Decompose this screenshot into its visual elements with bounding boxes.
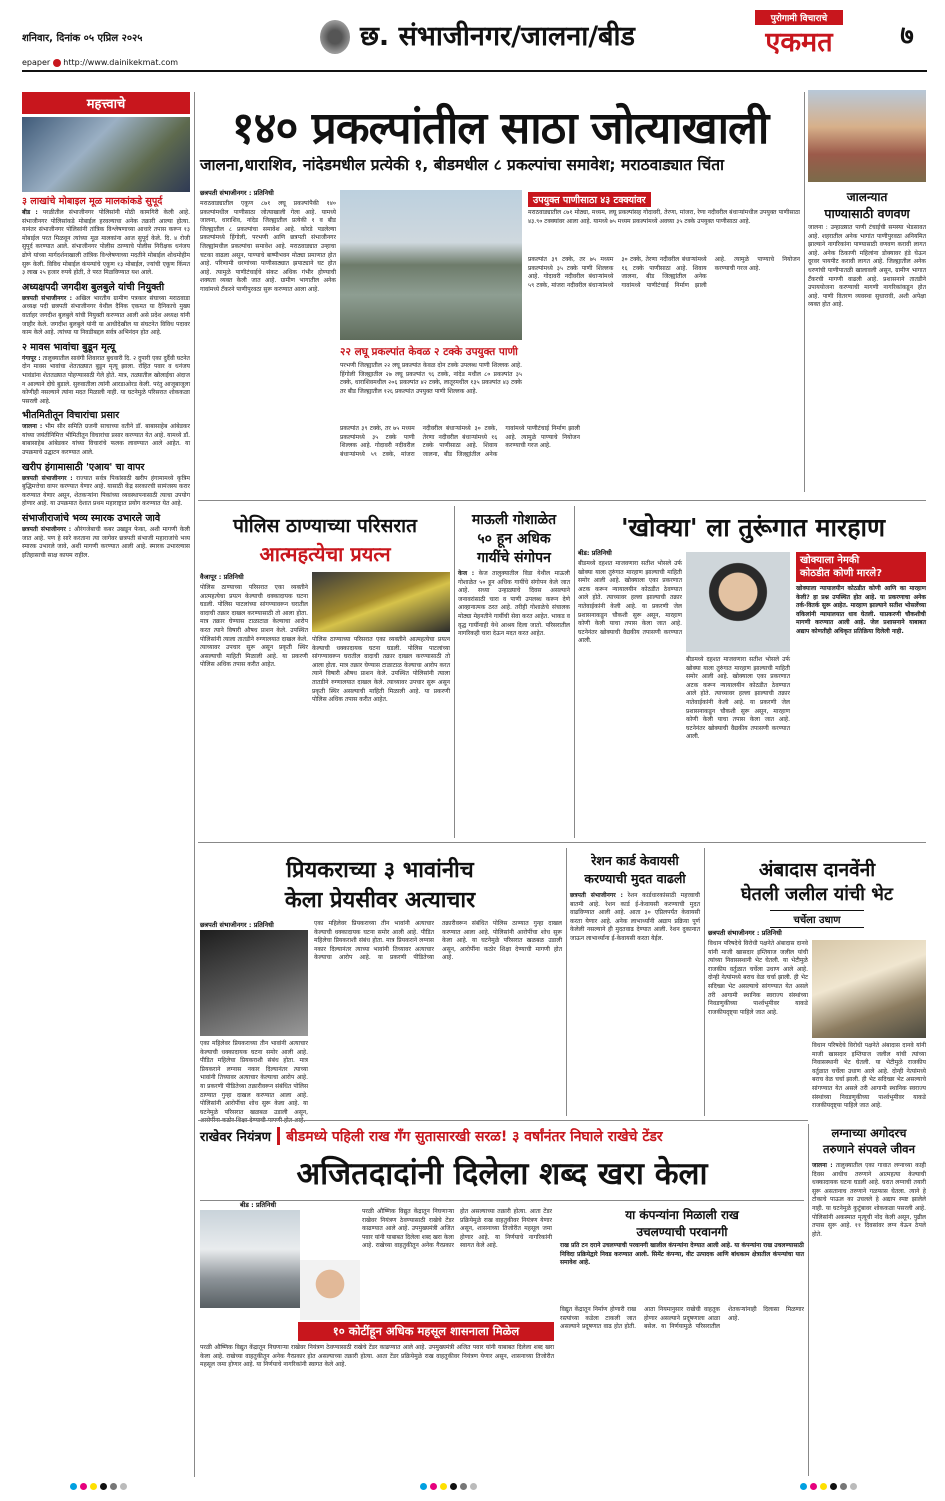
ajit-body-top: परळी औष्णिक विद्युत केंद्रातून निघणाऱ्या राखेवर नियंत्रण ठेवण्यासाठी राखेचे टेंडर काढण्यात आले आहे. उपमुख्यमंत्री अजित पवार यांनी याबाबत दिलेला शब्द खरा केला आहे. राखेच्या वाहतुकीतून अनेक गैरप्रकार होत असल्याच्या तक्रारी होत्या. आता टेंडर प्रक्रियेमुळे राख वाहतुकीवर नियंत्रण येणार असून, शासनाच्या तिजोरीत महसूल जमा होणार आहे. या निर्णयाचे नागरिकांनी स्वागत केले आहे. (362, 1208, 552, 1250)
cow-body: केज तालुक्यातील विडा येथील माऊली गोशाळेत ५० हून अधिक गायींचे संगोपन केले जात आहे. सध्या उन्हाळ्याचे दिवस असल्याने जनावरांसाठी चारा व पाणी उपलब्ध करून देणे आव्हानात्मक ठरत आहे. तरीही गोशाळेचे संचालक मोठ्या मेहनतीने गायींची सेवा करत आहेत. भाकड व वृद्ध गायींनाही येथे आश्रय दिला जातो. परिसरातील नागरिकही चारा देऊन मदत करत आहेत. (458, 570, 570, 638)
khokya-body-2: बीडमध्ये दहशत माजवणारा सतीश भोसले उर्फ खोक्या याला तुरुंगात मारहाण झाल्याची माहिती समोर आली आहे. खोक्याला एका प्रकरणात अटक करून न्यायालयीन कोठडीत ठेवण्यात आले होते. त्याच्यावर हल्ला झाल्याची तक्रार नातेवाईकांनी केली आहे. या प्रकरणी जेल प्रशासनाकडून चौकशी सुरू असून, मारहाण कोणी केली याचा तपास केला जात आहे. घटनेनंतर खोक्याची वैद्यकीय तपासणी करण्यात आली. (686, 656, 790, 741)
dam-photo (340, 190, 522, 340)
women-water-photo (808, 90, 926, 182)
ajit-headline: अजितदादांनी दिलेला शब्द खरा केला (200, 1152, 804, 1201)
ajit-body-right: विद्युत केंद्रातून निर्माण होणारी राख रस्त्यांच्या कडेला टाकली जात असल्याने प्रदूषणात वाढ होत होती. आता नियमानुसार राखेची वाहतूक होणार असल्याने प्रदूषणाला आळा बसेल. या निर्णयामुळे परिसरातील शेतकऱ्यांनाही दिलासा मिळणार आहे. (560, 1306, 804, 1331)
cow-headline-3: गायींचे संगोपन (477, 550, 551, 566)
lead-headline: १४० प्रकल्पांतील साठा जोत्याखाली (231, 103, 769, 154)
assault-photo (200, 930, 308, 1036)
danve-body-right: विधान परिषदेचे विरोधी पक्षनेते अंबादास दानवे यांनी माजी खासदार इम्तियाज जलील यांची त्यांच्या निवासस्थानी भेट घेतली. या भेटीमुळे राजकीय वर्तुळात चर्चेला उधाण आले आहे. दोन्ही नेत्यांमध्ये बराच वेळ चर्चा झाली. ही भेट सदिच्छा भेट असल्याचे सांगण्यात येत असले तरी आगामी स्थानिक स्वराज्य संस्थांच्या निवडणुकीच्या पार्श्वभूमीवर याकडे राजकीयदृष्ट्या पाहिले जात आहे. (812, 1042, 926, 1110)
epaper-label: epaper (22, 58, 51, 67)
sidebar-item: संभाजीराजांचे भव्य स्मारक उभारले जावे छत्रपती संभाजीनगर : औरंगजेबाची कबर उखडून फेका, अशी मागणी केली जात आहे. पण हे सारे करताना त्या जागेवर छत्रपती संभाजी महाराजांचे भव्य स्मारक उभारले जावे, अशी मागणी करण्यात आली आहे. स्मारक उभारल्यास इतिहासाची साक्ष कायम राहील. (22, 513, 190, 559)
ration-headline-1: रेशन कार्ड केवायसी (591, 853, 679, 868)
lead-subhead: जालना,धाराशिव, नांदेडमधील प्रत्येकी १, बीडमधील ८ प्रकल्पांचा समावेश; मराठवाड्यात चिंता (200, 156, 725, 174)
sidebar-item: खरीप हंगामासाठी 'एआय' चा वापर छत्रपती संभाजीनगर : राज्यात सर्वत्र पिकांसाठी खरीप हंगामामध्ये कृत्रिम बुद्धिमत्तेचा वापर करण्यात येणार आहे. यासाठी केंद्र सरकारची सामंजस्य करार करण्यात येणार असून, शेतकऱ्यांना पिकांच्या व्यवस्थापनासाठी त्याचा उपयोग होणार आहे. या उपक्रमात देशात प्रथम महाराष्ट्रात प्रयोग करण्यात येत आहे. (22, 461, 190, 508)
sidebar-item-head: संभाजीराजांचे भव्य स्मारक उभारले जावे (22, 513, 161, 525)
sidebar-item: अध्यक्षपदी जगदीश बुलबुले यांची नियुक्ती छत्रपती संभाजीनगर : अखिल भारतीय ग्रामीण पत्रकार संघाच्या मराठवाडा अध्यक्ष पदी छत्रपती संभाजीनगर येथील दैनिक एकमत या दैनिकाचे मुख्य वार्ताहर जगदीश बुलबुले यांची नियुक्ती करण्यात आली असे प्रदेश अध्यक्ष यांनी जाहीर केले. जगदीश बुलबुले यांनी या आधीदेखील या संघटनेत विविध पदावर काम केले आहे. त्यांच्या या निवडीबद्दल सर्वत्र अभिनंदन होत आहे. (22, 281, 190, 337)
police-tape-photo (312, 572, 450, 632)
sidebar-item-body: भीम सीर समिति ग्रजनी साचाच्या वतीने डॉ. बाबासाहेब आंबेडकर यांच्या जयंतीनिमित्त भीमितीतून विचारांचा प्रसार करण्यात येत आहे. यामध्ये डॉ. बाबासाहेब आंबेडकर यांच्या विचारांचे फलक लावण्यात आले आहेत. या उपक्रमाचे उद्घाटन करण्यात आले. (22, 423, 190, 457)
sidebar-item-head: खरीप हंगामासाठी 'एआय' चा वापर (22, 461, 145, 473)
police-headline-2: आत्महत्येचा प्रयत्न (259, 542, 391, 566)
color-registration-left (70, 1483, 127, 1490)
ration-body: रेशन कार्डधारकांसाठी महत्त्वाची बातमी आहे. रेशन कार्ड ई-केवायसी करण्याची मुदत वाढविण्यात आली आहे. आता ३० एप्रिलपर्यंत केवायसी करता येणार आहे. अनेक लाभार्थ्यांनी अद्याप प्रक्रिया पूर्ण केलेली नसल्याने ही मुदतवाढ देण्यात आली. रेशन दुकानात जाऊन लाभार्थ्यांना ई-केवायसी करता येईल. (570, 892, 700, 942)
page-number: ७ (900, 21, 914, 51)
danve-body-left: विधान परिषदेचे विरोधी पक्षनेते अंबादास दानवे यांनी माजी खासदार इम्तियाज जलील यांची त्यांच्या निवासस्थानी भेट घेतली. या भेटीमुळे राजकीय वर्तुळात चर्चेला उधाण आले आहे. दोन्ही नेत्यांमध्ये बराच वेळ चर्चा झाली. ही भेट सदिच्छा भेट असल्याचे सांगण्यात येत असले तरी आगामी स्थानिक स्वराज्य संस्थांच्या निवडणुकीच्या पार्श्वभूमीवर याकडे राजकीयदृष्ट्या पाहिले जात आहे. (708, 940, 808, 1016)
young-body: तालुक्यातील एका गावात लग्नाच्या काही दिवस आधीच तरुणाने आत्महत्या केल्याची धक्कादायक घटना घडली आहे. घरात लग्नाची तयारी सुरू असतानाच तरुणाने गळफास घेतला. त्याने हे टोकाचे पाऊल का उचलले हे अद्याप स्पष्ट झालेले नाही. या घटनेमुळे कुटुंबावर शोककळा पसरली आहे. पोलिसांनी अकस्मात मृत्यूची नोंद केली असून, पुढील तपास सुरू आहे. ११ दिवसांवर लग्न येऊन ठेपले होते. (812, 1162, 926, 1238)
lead-byline: छत्रपती संभाजीनगर : प्रतिनिधी (200, 189, 274, 197)
police-divider (454, 506, 455, 838)
jalna-body: जालना : उन्हाळ्यात पाणी टंचाईची समस्या भेडसावत आहे. शहरातील अनेक भागांत पाणीपुरवठा अनियमित झाल्याने नागरिकांना पाण्यासाठी वणवण करावी लागत आहे. अनेक ठिकाणी महिलांना डोक्यावर हंडे घेऊन दूरवर पायपीट करावी लागत आहे. जिल्ह्यातील अनेक धरणांची पाणीपातळी खालावली असून, ग्रामीण भागात टँकरची मागणी वाढली आहे. प्रशासनाने तातडीने उपाययोजना करण्याची मागणी नागरिकांकडून होत आहे. पाणी वितरण व्यवस्था सुधारावी, अशी अपेक्षा व्यक्त होत आहे. (808, 224, 926, 309)
young-headline-2: तरुणाने संपवले जीवन (823, 1142, 915, 1156)
khokya-side-title: खोक्याला नेमकी कोठडीत कोणी मारले? (796, 552, 926, 582)
header-rule (22, 70, 927, 72)
color-registration-center (420, 1483, 477, 1490)
danve-headline-1: अंबादास दानवेंनी (758, 859, 876, 881)
right-divider (804, 92, 805, 492)
section-rule-1 (198, 500, 926, 501)
lead-body-continued: प्रकल्पांत ३९ टक्के, तर ७५ मध्यम प्रकल्पांमध्ये ३५ टक्के पाणी शिल्लक आहे. गोदावरी नदीवरील बंधाऱ्यांमध्ये ५९ टक्के, मांजरा नदीवरील बंधाऱ्यांमध्ये ३० टक्के, तेरणा नदीवरील बंधाऱ्यांमध्ये १६ टक्के पाणीसाठा आहे. शिवाय जालना, बीड जिल्ह्यांतील अनेक गावांमध्ये पाणीटंचाई निर्माण झाली आहे. त्यामुळे पाण्याचे नियोजन करण्याची गरज आहे. (340, 425, 580, 458)
photo-caption: २२ लघू प्रकल्पांत केवळ २ टक्के उपयुक्त पाणी (340, 346, 518, 358)
sidebar-item-head: ३ लाखांचे मोबाइल मूळ मालकांकडे सुपूर्द (22, 196, 163, 207)
assault-headline-1: प्रियकराच्या ३ भावांनीच (286, 858, 474, 883)
ash-box-title-1: या कंपन्यांना मिळाली राख (625, 1208, 739, 1222)
sidebar-item: ३ लाखांचे मोबाइल मूळ मालकांकडे सुपूर्द बीड : परळीतील संभाजीनगर पोलिसांनी मोठी कामगिरी केली आहे. संभाजीनगर पोलिसांकडे मोबाईल हरवल्याचा अनेक तक्रारी आल्या होत्या. यानंतर संभाजीनगर पोलिसांनी तांत्रिक विश्लेषणाच्या आधारे तपास करून १३ मोबाईल परत मिळवून त्यांच्या मूळ मालकांना आज सुपूर्द केले. दि. ४ रोजी सुपूर्द करण्यात आले. संभाजीनगर पोलीस ठाण्याचे पोलीस निरीक्षक धनंजय ढोणे यांच्या मार्गदर्शनाखाली तांत्रिक विश्लेषणाच्या मदतीने मोबाईल शोधमोहीम सुरू केली. विविध मोबाईल कंपन्यांचे एकूण १३ मोबाईल, ज्यांची एकूण किंमत ३ लाख २५ हजार रुपये होती, ते परत मिळविण्यात यश आले. (22, 196, 190, 277)
sidebar-item: २ मावस भावांचा बुडून मृत्यू गंगापूर : तालुक्यातील सावंगी शिवारात बुधवारी दि. २ दुपारी एका दुर्दैवी घटनेत दोन मावस भावांचा शेततळ्यात बुडून मृत्यू झाला. रोहित पवार व धनंजय भावंडांना शेततळ्यात पोहण्यासाठी गेले होते. मात्र, तळ्यातील खोलाईचा अंदाज न आल्याने दोघे बुडाले. सुरुवातीला त्यांनी आरडाओरड केली. परंतु आजूबाजूला कोणीही नसल्याने त्यांना मदत मिळाली नाही. या घटनेमुळे परिसरात शोककळा पसरली आहे. (22, 341, 190, 405)
jalna-title: जालन्यात (846, 190, 888, 204)
danve-photo (812, 940, 926, 1038)
section-title: छ. संभाजीनगर/जालना/बीड (360, 21, 635, 52)
ash-strip (200, 1124, 804, 1148)
ash-box-title-2: उचलण्याची परवानगी (636, 1225, 728, 1239)
sidebar-title: महत्त्वाचे (22, 92, 190, 114)
police-body: पोलिस ठाण्याच्या परिसरात एका व्यक्तीने आत्महत्येचा प्रयत्न केल्याची धक्कादायक घटना घडली. पोलिस पाटलांच्या सांगण्यावरून घरातील वादाची तक्रार दाखल करण्यासाठी तो आला होता. मात्र तक्रार घेण्यास टाळाटाळ केल्याचा आरोप करत त्याने विषारी औषध प्राशन केले. उपस्थित पोलिसांनी त्याला तातडीने रुग्णालयात दाखल केले. त्याच्यावर उपचार सुरू असून प्रकृती स्थिर असल्याची माहिती मिळाली आहे. या प्रकरणी पोलिस अधिक तपास करीत आहेत. (200, 584, 308, 669)
date-line: शनिवार, दिनांक ०५ एप्रिल २०२५ (22, 33, 143, 44)
ration-body-wrap: छत्रपती संभाजीनगर : रेशन कार्डधारकांसाठी महत्त्वाची बातमी आहे. रेशन कार्ड ई-केवायसी करण्याची मुदत वाढविण्यात आली आहे. आता ३० एप्रिलपर्यंत केवायसी करता येणार आहे. अनेक लाभार्थ्यांनी अद्याप प्रक्रिया पूर्ण केलेली नसल्याने ही मुदतवाढ देण्यात आली. रेशन दुकानात जाऊन लाभार्थ्यांना ई-केवायसी करता येईल. (570, 892, 700, 942)
sidebar-photo (22, 117, 190, 192)
danve-tag: चर्चेला उधाण (770, 910, 864, 928)
cow-body-wrap: केज : केज तालुक्यातील विडा येथील माऊली गोशाळेत ५० हून अधिक गायींचे संगोपन केले जात आहे. सध्या उन्हाळ्याचे दिवस असल्याने जनावरांसाठी चारा व पाणी उपलब्ध करून देणे आव्हानात्मक ठरत आहे. तरीही गोशाळेचे संचालक मोठ्या मेहनतीने गायींची सेवा करत आहेत. भाकड व वृद्ध गायींनाही येथे आश्रय दिला जातो. परिसरातील नागरिकही चारा देऊन मदत करत आहेत. (458, 570, 570, 638)
water-stat-title: उपयुक्त पाणीसाठा ४३ टक्क्यांवर (528, 192, 651, 207)
sidebar-item-head: अध्यक्षपदी जगदीश बुलबुले यांची नियुक्ती (22, 281, 165, 293)
cow-headline-2: ५० हून अधिक (477, 531, 551, 547)
power-plant-photo (200, 1210, 300, 1308)
danve-headline-2: घेतली जलील यांची भेट (741, 884, 893, 905)
sidebar (22, 92, 190, 1477)
sidebar-item-head: २ मावस भावांचा बुडून मृत्यू (22, 341, 116, 353)
ajit-photo-caption: १० कोटींहून अधिक महसूल शासनाला मिळेल (298, 1322, 554, 1341)
khokya-column-left (578, 548, 682, 838)
assault-divider (566, 848, 567, 1116)
assault-byline: छत्रपती संभाजीनगर : प्रतिनिधी (200, 921, 274, 929)
section-rule-2 (198, 842, 926, 843)
color-registration-right (800, 1483, 857, 1490)
sidebar-item-body: औरंगजेबाची कबर उखडून फेका, अशी मागणी केली जात आहे. पण हे सारे करताना त्या जागेवर छत्रपती संभाजी महाराजांचे भव्य स्मारक उभारले जावे, अशी मागणी करण्यात आली आहे. स्मारक उभारल्यास इतिहासाची साक्ष कायम राहील. (22, 526, 190, 559)
khokya-body: बीडमध्ये दहशत माजवणारा सतीश भोसले उर्फ खोक्या याला तुरुंगात मारहाण झाल्याची माहिती समोर आली आहे. खोक्याला एका प्रकरणात अटक करून न्यायालयीन कोठडीत ठेवण्यात आले होते. त्याच्यावर हल्ला झाल्याची तक्रार नातेवाईकांनी केली आहे. या प्रकरणी जेल प्रशासनाकडून चौकशी सुरू असून, मारहाण कोणी केली याचा तपास केला जात आहे. घटनेनंतर खोक्याची वैद्यकीय तपासणी करण्यात आली. (578, 560, 682, 645)
ration-divider (704, 848, 705, 1116)
khokya-headline: 'खोक्या' ला तुरूंगात मारहाण (620, 513, 886, 542)
sidebar-item-body: राज्यात सर्वत्र पिकांसाठी खरीप हंगामामध्ये कृत्रिम बुद्धिमत्तेचा वापर करण्यात येणार आहे. यासाठी केंद्र सरकारची सामंजस्य करार करण्यात येणार असून, शेतकऱ्यांना पिकांच्या व्यवस्थापनासाठी त्याचा उपयोग होणार आहे. या उपक्रमात देशात प्रथम महाराष्ट्रात प्रयोग करण्यात येत आहे. (22, 474, 190, 508)
ajit-byline: बीड : प्रतिनिधी (240, 1201, 277, 1209)
ajit-divider (808, 1124, 809, 1476)
cow-divider (574, 506, 575, 838)
ash-companies-box (560, 1206, 804, 1302)
jalna-subtitle: पाण्यासाठी वणवण (824, 206, 910, 221)
khokya-side-box (796, 552, 926, 838)
ration-headline-2: करण्याची मुदत वाढली (584, 871, 686, 886)
danve-byline: छत्रपती संभाजीनगर : प्रतिनिधी (708, 929, 782, 937)
assault-body: एका महिलेवर प्रियकराच्या तीन भावांनी अत्याचार केल्याची धक्कादायक घटना समोर आली आहे. पीडित महिलेचा प्रियकराशी संबंध होता. मात्र प्रियकराने लग्नास नकार दिल्यानंतर त्याच्या भावांनी तिच्यावर अत्याचार केल्याचा आरोप आहे. या प्रकरणी पीडितेच्या तक्रारीवरून संबंधित पोलिस ठाण्यात गुन्हा दाखल करण्यात आला आहे. पोलिसांनी आरोपींचा शोध सुरू केला आहे. या घटनेमुळे परिसरात खळबळ उडाली असून, आरोपींना कठोर शिक्षा देण्याची मागणी होत आहे. (314, 920, 562, 962)
khokya-side-body: खोक्याला न्यायालयीन कोठडीत कोणी आणि का मारहाण केली? हा प्रश्न उपस्थित होत आहे. या प्रकरणाचा अनेक तर्क-वितर्क सुरू आहेत. मारहाण झाल्याने सतीश भोसलेंच्या वकिलांनी न्यायालयात धाव घेतली. याप्रकरणी चौकशीची मागणी करण्यात आली आहे. जेल प्रशासनाने याबाबत अद्याप कोणतीही अधिकृत प्रतिक्रिया दिलेली नाही. (796, 585, 926, 635)
ajit-body-bottom: परळी औष्णिक विद्युत केंद्रातून निघणाऱ्या राखेवर नियंत्रण ठेवण्यासाठी राखेचे टेंडर काढण्यात आले आहे. उपमुख्यमंत्री अजित पवार यांनी याबाबत दिलेला शब्द खरा केला आहे. राखेच्या वाहतुकीतून अनेक गैरप्रकार होत असल्याच्या तक्रारी होत्या. आता टेंडर प्रक्रियेमुळे राख वाहतुकीवर नियंत्रण येणार असून, शासनाच्या तिजोरीत महसूल जमा होणार आहे. या निर्णयाचे नागरिकांनी स्वागत केले आहे. (200, 1344, 554, 1369)
globe-icon (53, 59, 61, 67)
caption-body: परभणी जिल्ह्यातील २२ लघू प्रकल्पांत केवळ दोन टक्के उपलब्ध पाणी शिल्लक आहे. हिंगोली जिल्ह्यातील २७ लघू प्रकल्पांत ९६ टक्के, नांदेड मधील ८० प्रकल्पांत ३५ टक्के, धाराशिवमधील २०६ प्रकल्पांत ४२ टक्के, लातूरमधील १३५ प्रकल्पांत ४३ टक्के तर बीड जिल्ह्यातील १२६ प्रकल्पांत उपयुक्त पाणी शिल्लक आहे. (340, 362, 522, 395)
cow-headline-1: माऊली गोशाळेत (471, 512, 557, 528)
young-body-wrap: जालना : तालुक्यातील एका गावात लग्नाच्या काही दिवस आधीच तरुणाने आत्महत्या केल्याची धक्कादायक घटना घडली आहे. घरात लग्नाची तयारी सुरू असतानाच तरुणाने गळफास घेतला. त्याने हे टोकाचे पाऊल का उचलले हे अद्याप स्पष्ट झालेले नाही. या घटनेमुळे कुटुंबावर शोककळा पसरली आहे. पोलिसांनी अकस्मात मृत्यूची नोंद केली असून, पुढील तपास सुरू आहे. ११ दिवसांवर लग्न येऊन ठेपले होते. (812, 1162, 926, 1238)
water-stat-body: मराठवाड्यातील ८७१ मोठ्या, मध्यम, लघू प्रकल्पांसह गोदावरी, तेरणा, मांजरा, रेणा नदीवरील बंधाऱ्यांमधील उपयुक्त पाणीसाठा ४३.९० टक्क्यांवर आला आहे. यामध्ये ७५ मध्यम प्रकल्पांमध्ये अवघ्या ३५ टक्के उपयुक्त पाणीसाठा आहे. (528, 209, 800, 225)
sidebar-divider (194, 92, 195, 1477)
lead-column-left (200, 188, 336, 490)
police-headline-1: पोलिस ठाण्याच्या परिसरात (233, 515, 417, 537)
sidebar-item: भीतमितीतून विचारांचा प्रसार जालना : भीम सीर समिति ग्रजनी साचाच्या वतीने डॉ. बाबासाहेब आंबेडकर यांच्या जयंतीनिमित्त भीमितीतून विचारांचा प्रसार करण्यात येत आहे. यामध्ये डॉ. बाबासाहेब आंबेडकर यांच्या विचारांचे फलक लावण्यात आले आहेत. या उपक्रमाचे उद्घाटन करण्यात आले. (22, 410, 190, 457)
epaper-line[interactable] (22, 58, 178, 67)
young-headline-1: लग्नाच्या अगोदरच (831, 1126, 907, 1140)
water-stat-box (528, 188, 800, 252)
ash-box-body: राख प्रति टन दराने उचलण्याची परवानगी खालील कंपन्यांना देण्यात आली आहे. या कंपन्यांना राख उचलण्यासाठी निविदा प्रक्रियेद्वारे निवड करण्यात आली. सिमेंट कंपन्या, वीट उत्पादक आणि बांधकाम क्षेत्रातील कंपन्यांचा यात समावेश आहे. (560, 1242, 804, 1267)
ash-strip-text: बीडमध्ये पहिली राख गँग सुतासारखी सरळ! ३ वर्षांनंतर निघाले राखेचे टेंडर (286, 1128, 663, 1145)
brand-tagline: पुरोगामी विचाराचे (755, 10, 843, 25)
section-rule-3 (198, 1120, 808, 1121)
assault-body-left: एका महिलेवर प्रियकराच्या तीन भावांनी अत्याचार केल्याची धक्कादायक घटना समोर आली आहे. पीडित महिलेचा प्रियकराशी संबंध होता. मात्र प्रियकराने लग्नास नकार दिल्यानंतर त्याच्या भावांनी तिच्यावर अत्याचार केल्याचा आरोप आहे. या प्रकरणी पीडितेच्या तक्रारीवरून संबंधित पोलिस ठाण्यात गुन्हा दाखल करण्यात आला आहे. पोलिसांनी आरोपींचा शोध सुरू केला आहे. या घटनेमुळे परिसरात खळबळ उडाली असून, (200, 1040, 308, 1116)
police-body-2: पोलिस ठाण्याच्या परिसरात एका व्यक्तीने आत्महत्येचा प्रयत्न केल्याची धक्कादायक घटना घडली. पोलिस पाटलांच्या सांगण्यावरून घरातील वादाची तक्रार दाखल करण्यासाठी तो आला होता. मात्र तक्रार घेण्यास टाळाटाळ केल्याचा आरोप करत त्याने विषारी औषध प्राशन केले. उपस्थित पोलिसांनी त्याला तातडीने रुग्णालयात दाखल केले. त्याच्यावर उपचार सुरू असून प्रकृती स्थिर असल्याची माहिती मिळाली आहे. या प्रकरणी पोलिस अधिक तपास करीत आहेत. (312, 636, 450, 704)
site-url[interactable]: http://www.dainikekmat.com (63, 58, 179, 67)
brand-logo: एकमत (765, 27, 833, 58)
khokya-photo (686, 552, 790, 652)
lead-right-columns: प्रकल्पांत ३९ टक्के, तर ७५ मध्यम प्रकल्पांमध्ये ३५ टक्के पाणी शिल्लक आहे. गोदावरी नदीवरील बंधाऱ्यांमध्ये ५९ टक्के, मांजरा नदीवरील बंधाऱ्यांमध्ये ३० टक्के, तेरणा नदीवरील बंधाऱ्यांमध्ये १६ टक्के पाणीसाठा आहे. शिवाय जालना, बीड जिल्ह्यांतील अनेक गावांमध्ये पाणीटंचाई निर्माण झाली आहे. त्यामुळे पाण्याचे नियोजन करण्याची गरज आहे. (528, 256, 800, 289)
sidebar-item-body: अखिल भारतीय ग्रामीण पत्रकार संघाच्या मराठवाडा अध्यक्ष पदी छत्रपती संभाजीनगर येथील दैनिक एकमत या दैनिकाचे मुख्य वार्ताहर जगदीश बुलबुले यांची नियुक्ती करण्यात आली असे प्रदेश अध्यक्ष यांनी जाहीर केले. जगदीश बुलबुले यांनी या आधीदेखील या संघटनेत विविध पदावर काम केले आहे. त्यांच्या या निवडीबद्दल सर्वत्र अभिनंदन होत आहे. (22, 294, 190, 337)
ajit-pawar-photo (300, 1260, 360, 1320)
ash-strip-label: राखेवर नियंत्रण (200, 1127, 280, 1145)
masthead (22, 8, 927, 82)
police-byline: वैजापूर : प्रतिनिधी (200, 573, 244, 581)
section-logo-icon (320, 20, 350, 54)
police-column-left (200, 572, 308, 836)
sidebar-item-body: तालुक्यातील सावंगी शिवारात बुधवारी दि. २ दुपारी एका दुर्दैवी घटनेत दोन मावस भावांचा शेततळ्यात बुडून मृत्यू झाला. रोहित पवार व धनंजय भावंडांना शेततळ्यात पोहण्यासाठी गेले होते. मात्र, तळ्यातील खोलाईचा अंदाज न आल्याने दोघे बुडाले. सुरुवातीला त्यांनी आरडाओरड केली. परंतु आजूबाजूला कोणीही नसल्याने त्यांना मदत मिळाली नाही. या घटनेमुळे परिसरात शोककळा पसरली आहे. (22, 354, 190, 405)
sidebar-item-head: भीतमितीतून विचारांचा प्रसार (22, 410, 120, 422)
sidebar-item-body: परळीतील संभाजीनगर पोलिसांनी मोठी कामगिरी केली आहे. संभाजीनगर पोलिसांकडे मोबाईल हरवल्याचा अनेक तक्रारी आल्या होत्या. यानंतर संभाजीनगर पोलिसांनी तांत्रिक विश्लेषणाच्या आधारे तपास करून १३ मोबाईल परत मिळवून त्यांच्या मूळ मालकांना आज सुपूर्द केले. दि. ४ रोजी सुपूर्द करण्यात आले. संभाजीनगर पोलीस ठाण्याचे पोलीस निरीक्षक धनंजय ढोणे यांच्या मार्गदर्शनाखाली तांत्रिक विश्लेषणाच्या मदतीने मोबाईल शोधमोहीम सुरू केली. विविध मोबाईल कंपन्यांचे एकूण १३ मोबाईल, ज्यांची एकूण किंमत ३ लाख २५ हजार रुपये होती, ते परत मिळविण्यात यश आले. (22, 209, 190, 277)
lead-body: मराठवाड्यातील एकूण ८७१ लघू प्रकल्पांपैकी १४० प्रकल्पांमधील पाणीसाठा जोत्याखाली गेला आहे. यामध्ये जालना, धाराशिव, नांदेड जिल्ह्यातील प्रत्येकी १ व बीड जिल्ह्यातील ८ प्रकल्पांचा समावेश आहे. कोरडे पडलेल्या प्रकल्पांमध्ये हिंगोली, परभणी आणि छत्रपती संभाजीनगर जिल्ह्यांमधील प्रकल्पांचा समावेश आहे. मराठवाड्यात उन्हाचा चटका वाढला असून, पाण्याचे बाष्पीभवन मोठ्या प्रमाणात होत आहे. परिणामी धरणांच्या पाणीसाठ्यात झपाट्याने घट होत आहे. त्यामुळे पाणीटंचाईचे संकट अधिक गंभीर होण्याची शक्यता व्यक्त केली जात आहे. ग्रामीण भागातील अनेक गावांमध्ये टँकरने पाणीपुरवठा सुरू करण्यात आला आहे. (200, 200, 336, 293)
khokya-byline: बीड: प्रतिनिधी (578, 549, 612, 557)
assault-headline-2: केला प्रेयसीवर अत्याचार (284, 888, 476, 913)
